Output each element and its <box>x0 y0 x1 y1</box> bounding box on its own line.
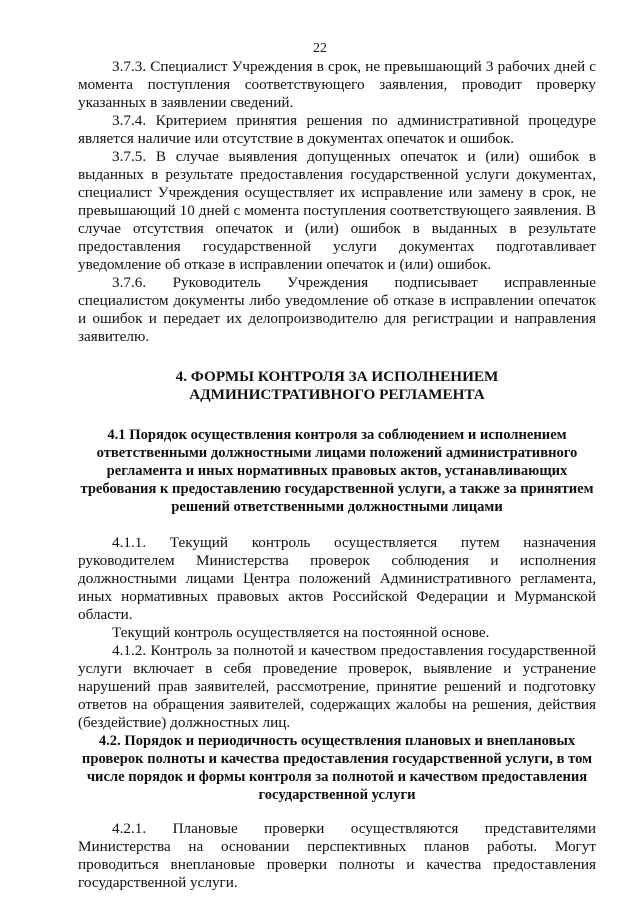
section-4-heading-line2: АДМИНИСТРАТИВНОГО РЕГЛАМЕНТА <box>189 386 485 403</box>
paragraph-3-7-5: 3.7.5. В случае выявления допущенных опечаток и (или) ошибок в выданных в результате предоставления государственной услуги документах, специалист Учреждения осуществляет их исправление или замену в срок, не превышающий 10 дней с момента поступления соответствующего заявления. В случае отсутствия опечаток и (или) ошибок в выданных в результате предоставления государственной услуги документах подготавливает уведомление об отказе в исправлении опечаток и (или) ошибок. <box>78 148 596 273</box>
section-4-1-heading: 4.1 Порядок осуществления контроля за соблюдением и исполнением ответственными должностными лицами положений административного регламента и иных нормативных правовых актов, устанавливающих требования к предоставлению государственной услуги, а также за принятием решений ответственными должностными лицами <box>80 427 594 515</box>
paragraph-3-7-3: 3.7.3. Специалист Учреждения в срок, не превышающий 3 рабочих дней с момента поступления соответствующего заявления, проводит проверку указанных в заявлении сведений. <box>78 58 596 111</box>
paragraph-3-7-4: 3.7.4. Критерием принятия решения по административной процедуре является наличие или отсутствие в документах опечаток и ошибок. <box>78 112 596 147</box>
paragraph-4-1-2: 4.1.2. Контроль за полнотой и качеством предоставления государственной услуги включает в себя проведение проверок, выявление и устранение нарушений прав заявителей, рассмотрение, принятие решений и подготовку ответов на обращения заявителей, содержащих жалобы на решения, действия (бездействие) должностных лиц. <box>78 642 596 731</box>
document-body <box>78 58 596 892</box>
section-4-2-heading: 4.2. Порядок и периодичность осуществления плановых и внеплановых проверок полноты и качества предоставления государственной услуги, в том числе порядок и формы контроля за полнотой и качеством предоставления государственной услуги <box>81 733 593 803</box>
paragraph-3-7-6: 3.7.6. Руководитель Учреждения подписывает исправленные специалистом документы либо уведомление об отказе в исправлении опечаток и ошибок и передает их делопроизводителю для регистрации и направления заявителю. <box>78 274 596 345</box>
page-number: 22 <box>313 41 327 56</box>
paragraph-current-control: Текущий контроль осуществляется на постоянной основе. <box>112 624 490 641</box>
section-4-heading-line1: 4. ФОРМЫ КОНТРОЛЯ ЗА ИСПОЛНЕНИЕМ <box>175 368 499 385</box>
section-4-heading <box>78 368 596 404</box>
paragraph-4-1-1: 4.1.1. Текущий контроль осуществляется путем назначения руководителем Министерства проверок соблюдения и исполнения должностными лицами Центра положений Административного регламента, иных нормативных правовых актов Российской Федерации и Мурманской области. <box>78 534 596 623</box>
paragraph-4-2-1: 4.2.1. Плановые проверки осуществляются представителями Министерства на основании перспективных планов работы. Могут проводиться внеплановые проверки полноты и качества предоставления государственной услуги. <box>78 820 596 891</box>
